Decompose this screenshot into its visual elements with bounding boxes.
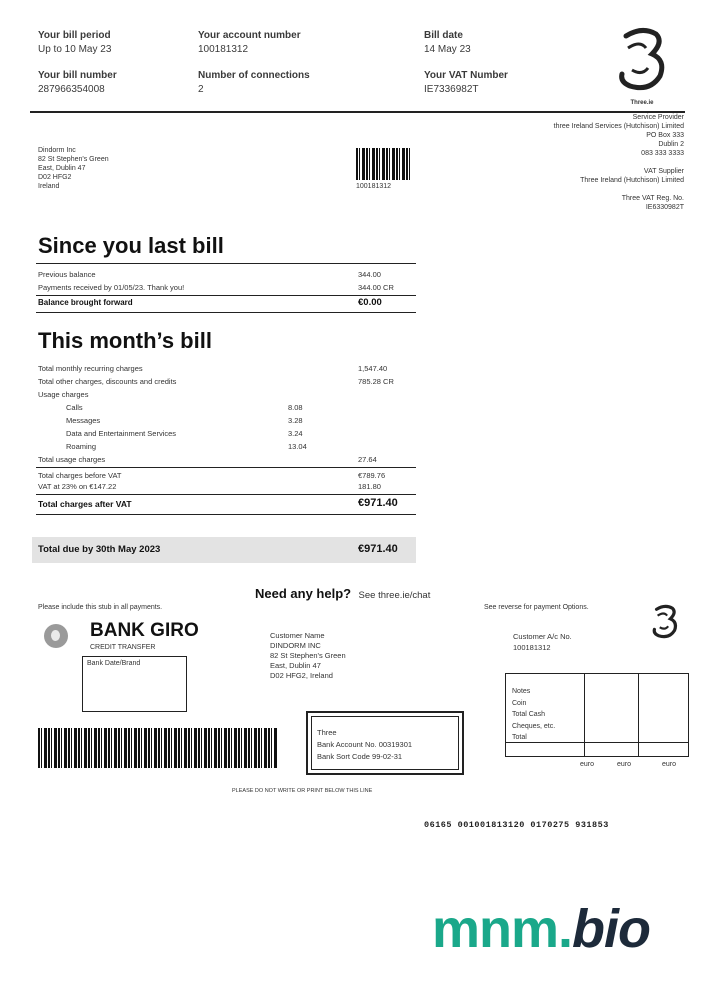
ac-label: Customer A/c No. bbox=[513, 632, 572, 641]
vat-reg-line: IE6330982T bbox=[645, 204, 684, 211]
stub-customer-line: D02 HFG2, Ireland bbox=[270, 671, 333, 680]
balance-forward-label: Balance brought forward bbox=[38, 298, 133, 307]
do-not-write-note: PLEASE DO NOT WRITE OR PRINT BELOW THIS LINE bbox=[232, 788, 373, 794]
total-due-bar bbox=[32, 537, 416, 563]
section-divider bbox=[36, 263, 416, 264]
provider-line: 083 333 3333 bbox=[641, 150, 684, 157]
bank-details-inner bbox=[311, 716, 459, 770]
usage-total-label: Total usage charges bbox=[38, 455, 106, 464]
total-due-label: Total due by 30th May 2023 bbox=[38, 544, 161, 555]
section-divider bbox=[36, 467, 416, 468]
supplier-line: VAT Supplier bbox=[643, 168, 684, 175]
bill-number-value: 287966354008 bbox=[38, 84, 105, 95]
bank-line: Bank Account No. 00319301 bbox=[317, 740, 413, 749]
notes-row-label: Coin bbox=[512, 699, 527, 707]
notes-row-label: Total bbox=[512, 734, 527, 741]
payments-received-label: Payments received by 01/05/23. Thank you! bbox=[38, 283, 185, 292]
recurring-amount: 1,547.40 bbox=[358, 364, 388, 373]
address-line: Dindorm Inc bbox=[38, 147, 76, 154]
this-month-title: This month’s bill bbox=[38, 328, 212, 353]
notes-row-label: Notes bbox=[512, 688, 531, 695]
account-number-label: Your account number bbox=[198, 30, 301, 41]
stub-customer-line: 82 St Stephen's Green bbox=[270, 651, 346, 660]
help-line bbox=[255, 585, 430, 603]
logo-text: Three.ie bbox=[630, 100, 654, 106]
help-heading: Need any help? bbox=[255, 586, 352, 601]
euro-label: euro bbox=[617, 761, 632, 768]
bank-line: Bank Sort Code 99-02-31 bbox=[317, 752, 403, 761]
vat-number-label: Your VAT Number bbox=[424, 70, 508, 81]
address-line: 82 St Stephen's Green bbox=[38, 156, 109, 163]
connections-value: 2 bbox=[198, 84, 204, 95]
provider-line: PO Box 333 bbox=[646, 132, 684, 139]
euro-label: euro bbox=[662, 761, 677, 768]
address-barcode bbox=[356, 148, 412, 180]
vat-reg-line: Three VAT Reg. No. bbox=[621, 195, 684, 202]
reverse-note: See reverse for payment Options. bbox=[484, 604, 589, 611]
stub-customer-block bbox=[270, 631, 346, 681]
giro-subtitle: CREDIT TRANSFER bbox=[90, 644, 156, 651]
usage-item-amount: 13.04 bbox=[288, 442, 307, 451]
address-line: East, Dublin 47 bbox=[38, 165, 86, 172]
bill-number-label: Your bill number bbox=[38, 70, 117, 81]
address-line: D02 HFG2 bbox=[38, 174, 72, 181]
address-line: Ireland bbox=[38, 183, 60, 190]
bank-details-box bbox=[306, 711, 464, 775]
since-last-bill-title: Since you last bill bbox=[38, 233, 224, 258]
notes-row-label: Cheques, etc. bbox=[512, 722, 556, 730]
other-charges-label: Total other charges, discounts and credits bbox=[38, 377, 177, 386]
ocr-line: 06165 001001813120 0170275 931853 bbox=[424, 820, 609, 830]
bill-date-value: 14 May 23 bbox=[424, 44, 471, 55]
after-vat-amount: €971.40 bbox=[358, 497, 398, 509]
section-divider bbox=[36, 295, 416, 296]
payment-barcode bbox=[38, 728, 278, 768]
usage-charges-label: Usage charges bbox=[38, 390, 89, 399]
watermark-part2: bio bbox=[572, 899, 651, 959]
vat-number-value: IE7336982T bbox=[424, 84, 479, 95]
supplier-line: Three Ireland (Hutchison) Limited bbox=[580, 177, 684, 184]
section-divider bbox=[36, 514, 416, 515]
usage-item-amount: 3.28 bbox=[288, 416, 303, 425]
watermark-part1: mnm. bbox=[432, 899, 573, 959]
provider-line: Dublin 2 bbox=[658, 141, 684, 148]
provider-line: three Ireland Services (Hutchison) Limited bbox=[553, 123, 684, 130]
usage-item-label: Messages bbox=[66, 416, 101, 425]
payments-received-amount: 344.00 CR bbox=[358, 283, 394, 292]
include-stub-note: Please include this stub in all payments. bbox=[38, 604, 163, 611]
euro-label: euro bbox=[580, 761, 595, 768]
bank-lines bbox=[317, 727, 412, 763]
after-vat-label: Total charges after VAT bbox=[38, 499, 132, 509]
bank-line: Three bbox=[317, 728, 337, 737]
usage-item-amount: 8.08 bbox=[288, 403, 303, 412]
bill-period-label: Your bill period bbox=[38, 30, 111, 41]
section-divider bbox=[36, 312, 416, 313]
usage-item-label: Data and Entertainment Services bbox=[66, 429, 177, 438]
help-link[interactable]: See three.ie/chat bbox=[358, 590, 431, 601]
usage-total-amount: 27.64 bbox=[358, 455, 377, 464]
notes-labels bbox=[512, 686, 555, 744]
watermark bbox=[432, 898, 650, 960]
before-vat-label: Total charges before VAT bbox=[38, 471, 122, 480]
ac-block bbox=[513, 631, 572, 653]
giro-title: BANK GIRO bbox=[90, 620, 199, 641]
three-logo-icon bbox=[614, 26, 670, 106]
bank-date-label: Bank Date/Brand bbox=[87, 660, 141, 667]
payment-notes-table bbox=[505, 673, 689, 757]
balance-forward-amount: €0.00 bbox=[358, 297, 382, 308]
total-due-amount: €971.40 bbox=[358, 543, 398, 555]
connections-label: Number of connections bbox=[198, 70, 310, 81]
usage-item-amount: 3.24 bbox=[288, 429, 303, 438]
previous-balance-amount: 344.00 bbox=[358, 270, 381, 279]
usage-item-label: Roaming bbox=[66, 442, 97, 451]
other-charges-amount: 785.28 CR bbox=[358, 377, 394, 386]
previous-balance-label: Previous balance bbox=[38, 270, 96, 279]
service-provider-block bbox=[554, 113, 684, 212]
bill-period-value: Up to 10 May 23 bbox=[38, 44, 112, 55]
barcode-number: 100181312 bbox=[356, 183, 392, 190]
customer-address bbox=[38, 146, 109, 191]
notes-row-label: Total Cash bbox=[512, 711, 546, 718]
bill-date-label: Bill date bbox=[424, 30, 463, 41]
section-divider bbox=[36, 494, 416, 495]
customer-name-label: Customer Name bbox=[270, 631, 325, 640]
ac-value: 100181312 bbox=[513, 643, 551, 652]
before-vat-amount: €789.76 bbox=[358, 471, 386, 480]
vat-amount: 181.80 bbox=[358, 482, 381, 491]
recurring-label: Total monthly recurring charges bbox=[38, 364, 143, 373]
stub-customer-line: DINDORM INC bbox=[270, 641, 321, 650]
vat-label: VAT at 23% on €147.22 bbox=[38, 482, 117, 491]
account-number-value: 100181312 bbox=[198, 44, 249, 55]
bank-giro-logo-icon bbox=[44, 624, 68, 648]
three-logo-small-icon bbox=[650, 604, 680, 648]
usage-item-label: Calls bbox=[66, 403, 83, 412]
bank-date-box bbox=[82, 656, 187, 712]
provider-line: Service Provider bbox=[632, 114, 684, 121]
stub-customer-line: East, Dublin 47 bbox=[270, 661, 321, 670]
